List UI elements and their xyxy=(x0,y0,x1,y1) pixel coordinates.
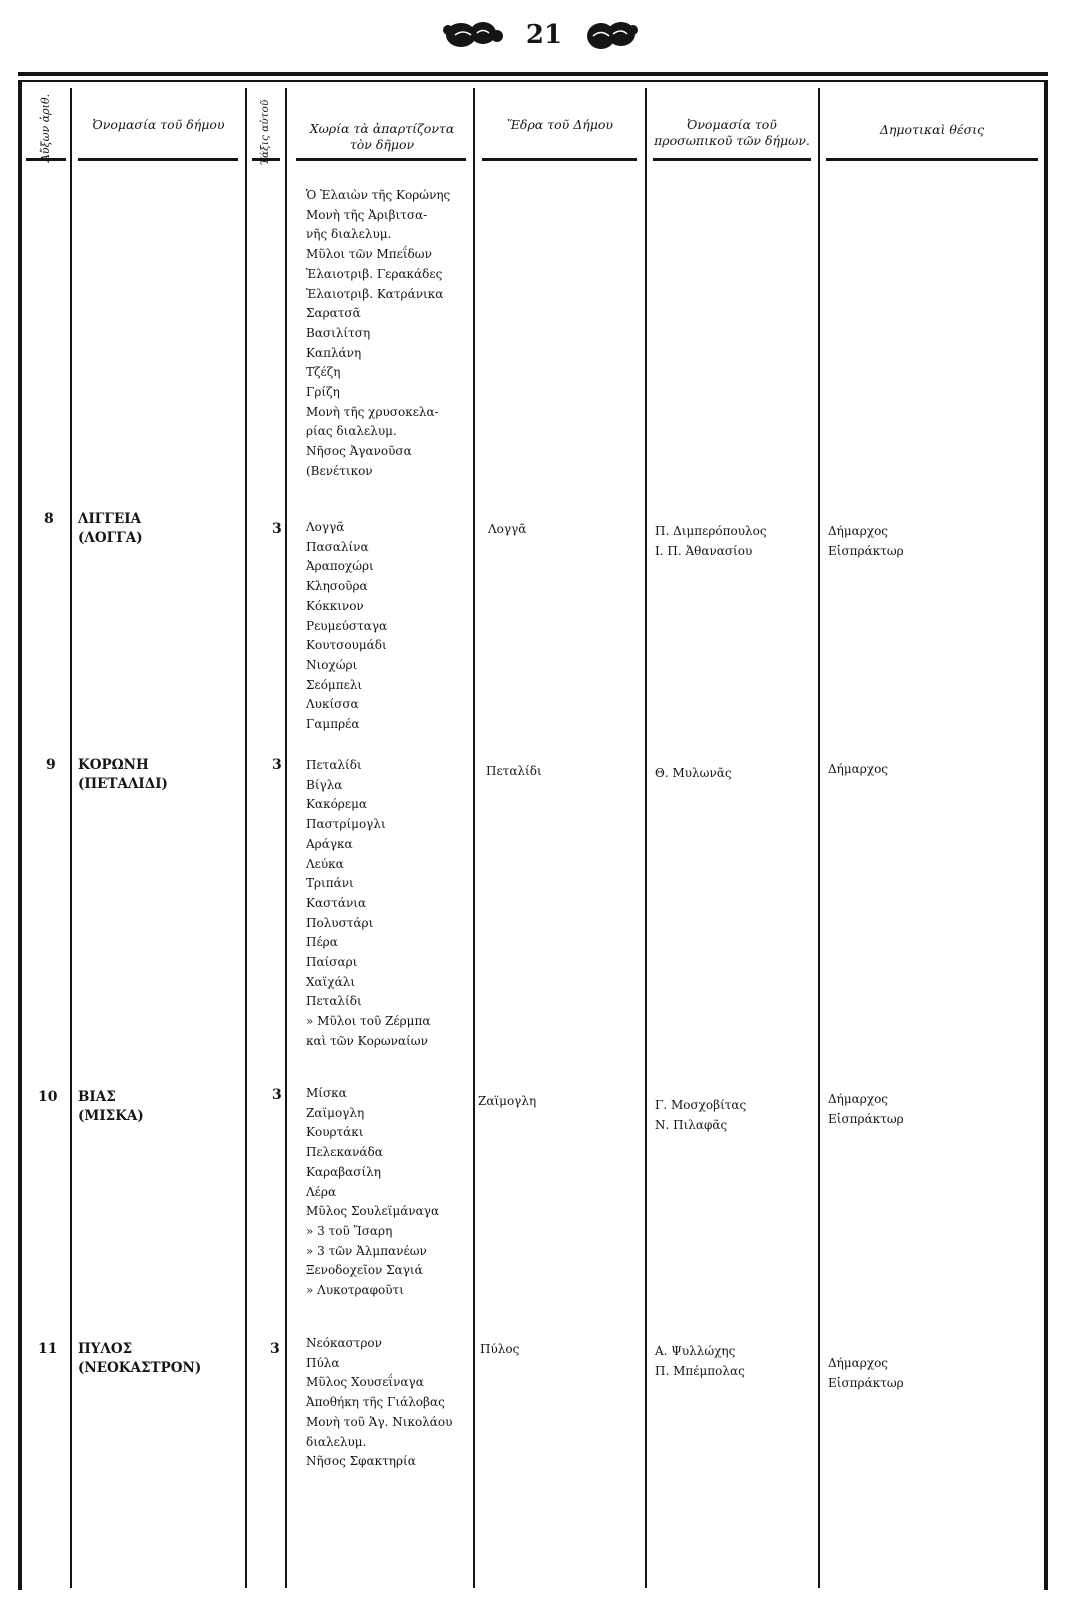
village-line: Καστάνια xyxy=(306,895,367,910)
col-divider-6 xyxy=(818,88,820,1588)
entry-name xyxy=(78,756,168,794)
page-number: 21 xyxy=(525,20,563,50)
village-line: διαλελυμ. xyxy=(306,1434,367,1449)
village-line: Πεταλίδι xyxy=(306,758,362,772)
entry-name-line: (ΜΙΣΚΑ) xyxy=(78,1108,144,1124)
village-line: Πολυστάρι xyxy=(306,915,374,930)
village-line: ρίας διαλελυμ. xyxy=(306,424,397,439)
entry-positions xyxy=(828,1090,904,1129)
village-line: Λυκίσσα xyxy=(306,697,359,712)
village-line: Ρευμεύσταγα xyxy=(306,618,388,633)
position-line: Εἰσπράκτωρ xyxy=(828,1375,904,1390)
village-line: Νῆσος Σφακτηρία xyxy=(306,1454,416,1469)
entry-name-line: ΛΙΓΓΕΙΑ xyxy=(78,511,142,527)
entry-name xyxy=(78,510,143,548)
village-line: Καπλάνη xyxy=(306,345,362,360)
position-line: Δήμαρχος xyxy=(828,1356,889,1370)
village-line: Γρίζη xyxy=(306,385,340,400)
col-divider-5 xyxy=(645,88,647,1588)
entry-name-line: (ΛΟΓΓΑ) xyxy=(78,530,143,546)
village-line: Μονὴ τῆς χρυσοκελα- xyxy=(306,404,439,419)
village-line: » 3 τῶν Ἀλμπανέων xyxy=(306,1243,427,1258)
personnel-line: Γ. Μοσχοβίτας xyxy=(655,1098,747,1112)
entry-name-line: (ΝΕΟΚΑΣΤΡΟΝ) xyxy=(78,1360,202,1376)
entry-seat: Ζαϊμογλη xyxy=(478,1094,537,1108)
col-divider-1 xyxy=(70,88,72,1588)
personnel-line: Α. Ψυλλώχης xyxy=(655,1344,736,1358)
entry-class: 3 xyxy=(272,521,282,537)
entry-name-line: (ΠΕΤΑΛΙΔΙ) xyxy=(78,776,168,792)
village-line: Μῦλος Χουσεΐναγα xyxy=(306,1375,424,1390)
header-personnel: Ὀνομασία τοῦ προσωπικοῦ τῶν δήμων. xyxy=(654,117,810,148)
header-seat: Ἕδρα τοῦ Δήμου xyxy=(507,117,613,132)
village-line: Παίσαρι xyxy=(306,955,358,970)
top-thick-rule xyxy=(18,72,1048,76)
village-line: Λεύκα xyxy=(306,856,344,871)
personnel-line: Ι. Π. Ἀθανασίου xyxy=(655,543,753,558)
village-line: Χαϊχάλι xyxy=(306,974,356,989)
left-border xyxy=(18,80,22,1590)
village-line: Μονὴ τῆς Ἀριβιτσα- xyxy=(306,207,428,222)
village-line: Ξενοδοχεῖον Σαγιά xyxy=(306,1263,423,1278)
village-line: Κουρτάκι xyxy=(306,1125,364,1140)
village-line: Λογγᾶ xyxy=(306,520,345,534)
personnel-line: Θ. Μυλωνᾶς xyxy=(655,766,732,780)
village-line: Λέρα xyxy=(306,1184,337,1199)
header-underline-6 xyxy=(653,158,811,161)
village-line: Μῦλοι τῶν Μπεΐδων xyxy=(306,247,432,262)
village-line: Γαμπρέα xyxy=(306,717,360,732)
village-line: » 3 τοῦ Ἴσαρη xyxy=(306,1223,393,1238)
village-line: Μονὴ τοῦ Ἁγ. Νικολάου xyxy=(306,1414,453,1429)
header-underline-7 xyxy=(826,158,1038,161)
entry-class: 3 xyxy=(270,1341,280,1357)
entry-villages xyxy=(306,1334,452,1472)
village-line: Πέρα xyxy=(306,935,338,950)
position-line: Εἰσπράκτωρ xyxy=(828,543,904,558)
entry-name-line: ΠΥΛΟΣ xyxy=(78,1341,133,1357)
village-line: Κλησοῦρα xyxy=(306,579,368,594)
village-line: Καραβασίλη xyxy=(306,1164,381,1179)
header-underline-5 xyxy=(482,158,637,161)
header-underline-2 xyxy=(78,158,238,161)
village-line: » Λυκοτραφοῦτι xyxy=(306,1283,404,1298)
page-header xyxy=(0,18,1080,52)
col-divider-3 xyxy=(285,88,287,1588)
entry-personnel xyxy=(655,1096,746,1135)
header-villages: Χωρία τὰ ἀπαρτίζοντα τὸν δῆμον xyxy=(309,121,455,152)
village-line: (Βενέτικον xyxy=(306,463,373,478)
village-line: Κακόρεμα xyxy=(306,797,367,812)
header-serial-number: Αὔξων ἀριθ. xyxy=(39,93,52,163)
position-line: Δήμαρχος xyxy=(828,762,889,776)
entry-name-line: ΚΟΡΩΝΗ xyxy=(78,757,149,773)
village-line: Αράγκα xyxy=(306,836,353,851)
entry-positions xyxy=(828,1354,904,1393)
village-line: Πύλα xyxy=(306,1355,340,1370)
position-line: Δήμαρχος xyxy=(828,524,889,538)
entry-name xyxy=(78,1088,144,1126)
village-line: Σαρατσᾶ xyxy=(306,306,361,321)
village-line: Κουτσουμάδι xyxy=(306,638,387,653)
right-border xyxy=(1044,80,1048,1590)
village-line: Σεόμπελι xyxy=(306,677,363,692)
position-line: Δήμαρχος xyxy=(828,1092,889,1106)
header-underline-4 xyxy=(296,158,466,161)
col-divider-2 xyxy=(245,88,247,1588)
top-thin-rule xyxy=(18,80,1048,82)
village-line: Ἐλαιοτριβ. Γερακάδες xyxy=(306,266,443,281)
village-line: Μίσκα xyxy=(306,1086,347,1100)
entry-seat: Πύλος xyxy=(480,1342,520,1356)
entry-number: 9 xyxy=(46,757,56,773)
village-line: Ἐλαιοτριβ. Κατράνικα xyxy=(306,286,444,301)
entry-villages xyxy=(306,518,387,735)
entry-personnel xyxy=(655,522,767,561)
entry-villages xyxy=(306,1084,439,1301)
village-line: Τζέζη xyxy=(306,365,341,380)
entry-name xyxy=(78,1340,201,1378)
entry-villages xyxy=(306,756,430,1052)
entry-positions xyxy=(828,522,904,561)
village-line: Πασαλίνα xyxy=(306,539,369,554)
village-line: νῆς διαλελυμ. xyxy=(306,227,392,242)
village-line: Μῦλος Σουλεϊμάναγα xyxy=(306,1204,440,1219)
village-line: Βίγλα xyxy=(306,777,343,792)
village-line: Βασιλίτση xyxy=(306,325,371,340)
entry-name-line: ΒΙΑΣ xyxy=(78,1089,116,1105)
entry-positions xyxy=(828,760,888,780)
header-municipality-name: Ὀνομασία τοῦ δήμου xyxy=(92,117,225,132)
village-line: Ἀραποχώρι xyxy=(306,559,374,574)
header-class: Τάξις αὐτοῦ xyxy=(259,99,271,165)
village-line: Παστρίμογλι xyxy=(306,817,386,832)
entry-class: 3 xyxy=(272,757,282,773)
personnel-line: Π. Μπέμπολας xyxy=(655,1363,745,1378)
left-ornament-icon xyxy=(441,18,505,52)
personnel-line: Π. Διμπερόπουλος xyxy=(655,524,767,538)
entry-seat: Πεταλίδι xyxy=(486,764,542,778)
col-divider-4 xyxy=(473,88,475,1588)
personnel-line: Ν. Πιλαφᾶς xyxy=(655,1117,728,1132)
village-line: Ὁ Ἐλαιὼν τῆς Κορώνης xyxy=(306,188,451,202)
village-line: Πελεκανάδα xyxy=(306,1145,383,1160)
right-ornament-icon xyxy=(583,18,639,52)
village-line: Ἀποθήκη τῆς Γιάλοβας xyxy=(306,1395,445,1410)
entry-personnel xyxy=(655,1342,745,1381)
header-positions: Δημοτικαὶ θέσις xyxy=(879,122,985,137)
entry-number: 11 xyxy=(38,1341,58,1357)
village-line: Ζαϊμογλη xyxy=(306,1105,365,1120)
entry-seat: Λογγᾶ xyxy=(488,522,527,536)
entry-class: 3 xyxy=(272,1087,282,1103)
entry-personnel xyxy=(655,764,732,784)
entry-number: 10 xyxy=(38,1089,58,1105)
village-line: » Μῦλοι τοῦ Ζέρμπα xyxy=(306,1014,431,1029)
village-line: Κόκκινον xyxy=(306,598,364,613)
position-line: Εἰσπράκτωρ xyxy=(828,1111,904,1126)
village-line: Πεταλίδι xyxy=(306,994,362,1009)
village-line: Νεόκαστρον xyxy=(306,1336,382,1350)
village-line: Νιοχώρι xyxy=(306,657,358,672)
village-line: καὶ τῶν Κορωναίων xyxy=(306,1033,428,1048)
continuation-villages xyxy=(306,186,450,482)
entry-number: 8 xyxy=(44,511,54,527)
village-line: Τριπάνι xyxy=(306,876,354,891)
village-line: Νῆσος Ἀγανοῦσα xyxy=(306,444,412,459)
